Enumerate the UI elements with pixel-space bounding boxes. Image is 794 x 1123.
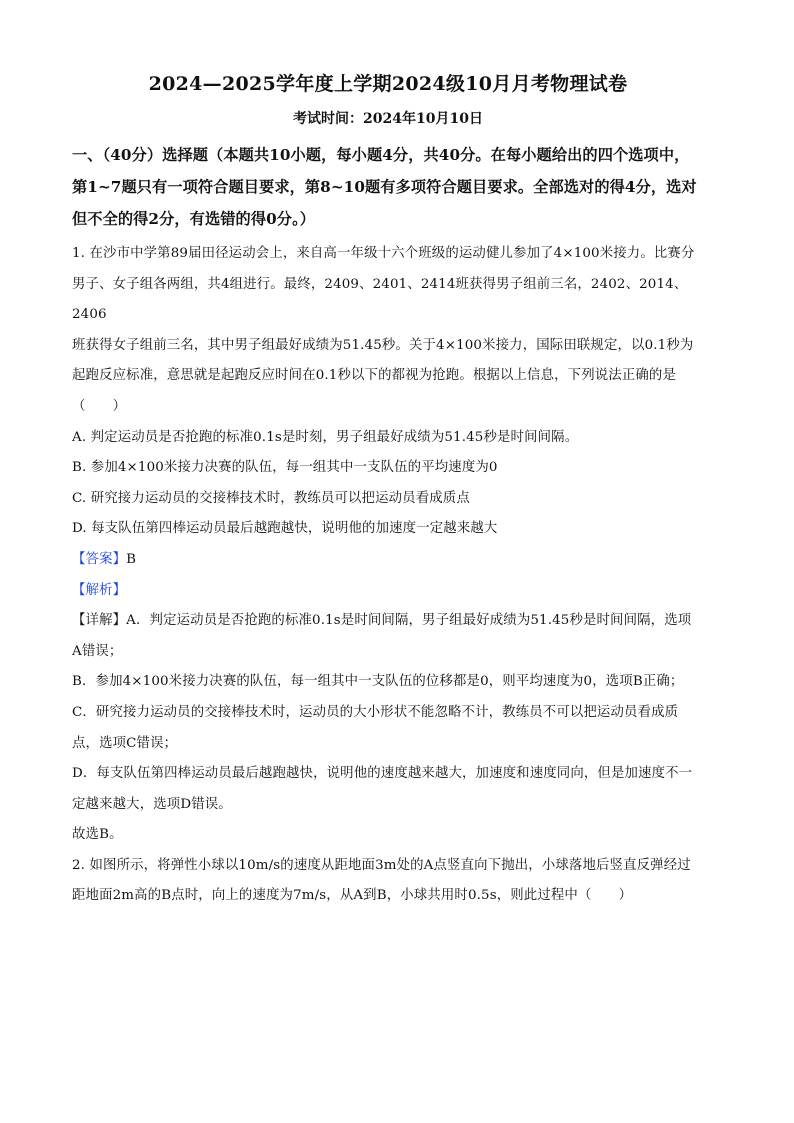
answer-label: 【答案】 [72, 551, 127, 567]
analysis-label: 【解析】 [72, 582, 127, 598]
q1-stem-line: 起跑反应标准，意思就是起跑反应时间在0.1秒以下的都视为抢跑。根据以上信息，下列说法正确的是 [72, 368, 676, 384]
q1-analysis [72, 576, 704, 607]
q2-stem-line: 2. 如图所示，将弹性小球以10m/s的速度从距地面3m处的A点竖直向下抛出，小球落地后竖直反弹经过 [72, 857, 691, 873]
q1-stem-line: 1. 在沙市中学第89届田径运动会上，来自高一年级十六个班级的运动健儿参加了4×100米接力。比赛分 [72, 246, 695, 261]
detail-text: A．判定运动员是否抢跑的标准0.1s是时间间隔，男子组最好成绩为51.45秒是时间间隔，选项 [126, 613, 692, 629]
q1-detail-line: 点，选项C错误； [72, 735, 178, 751]
section-1-line: 但不全的得2分，有选错的得0分。） [72, 210, 316, 228]
q1-stem-line: （ ） [72, 398, 127, 414]
detail-label: 【详解】 [72, 613, 127, 629]
q1-stem-line: 班获得女子组前三名，其中男子组最好成绩为51.45秒。关于4×100米接力，国际田联规定，以0.1秒为 [72, 337, 694, 353]
q1-detail-line: C．研究接力运动员的交接棒技术时，运动员的大小形状不能忽略不计，教练员不可以把运动员看成质 [72, 704, 679, 720]
q1-detail-line [72, 606, 704, 637]
q1-detail-line: 定越来越大，选项D错误。 [72, 796, 232, 812]
q1-answer [72, 545, 704, 576]
answer-value: B [126, 551, 137, 567]
section-1-line: 一、（40分）选择题（本题共10小题，每小题4分，共40分。在每小题给出的四个选项中， [72, 146, 690, 164]
exam-time: 考试时间：2024年10月10日 [293, 111, 483, 127]
q1-option-c: C. 研究接力运动员的交接棒技术时，教练员可以把运动员看成质点 [72, 490, 470, 506]
section-1-header [72, 139, 704, 235]
exam-title: 2024—2025学年度上学期2024级10月月考物理试卷 [148, 73, 628, 95]
q1-conclusion: 故选B。 [72, 827, 123, 843]
q1-detail-line: A错误； [72, 643, 123, 659]
q1-stem-line: 男子、女子组各两组，共4组进行。最终，2409、2401、2414班获得男子组前三名，2402、2014、2406 [72, 276, 688, 323]
q1-detail-line: D．每支队伍第四棒运动员最后越跑越快，说明他的速度越来越大，加速度和速度同向，但是加速度不一 [72, 766, 693, 782]
q1-option-b: B. 参加4×100米接力决赛的队伍，每一组其中一支队伍的平均速度为0 [72, 460, 498, 476]
q1-detail-line: B．参加4×100米接力决赛的队伍，每一组其中一支队伍的位移都是0，则平均速度为0，选项B正确； [72, 674, 684, 690]
q1-option-d: D. 每支队伍第四棒运动员最后越跑越快，说明他的加速度一定越来越大 [72, 521, 498, 537]
q1-option-a: A. 判定运动员是否抢跑的标准0.1s是时刻，男子组最好成绩为51.45秒是时间间隔。 [72, 429, 579, 445]
section-1-line: 第1~7题只有一项符合题目要求，第8~10题有多项符合题目要求。全部选对的得4分，选对 [72, 178, 697, 196]
question-2 [72, 851, 704, 912]
q2-stem-line: 距地面2m高的B点时，向上的速度为7m/s，从A到B，小球共用时0.5s，则此过程中（ ） [72, 888, 633, 904]
question-1 [72, 239, 704, 851]
